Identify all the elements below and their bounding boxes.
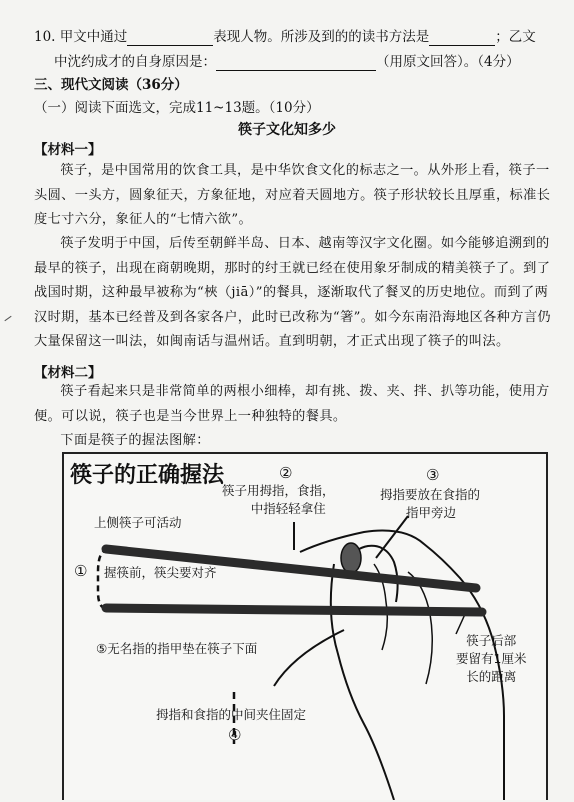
- step-4-number: ④: [228, 726, 242, 744]
- step-1-label: 握筷前，筷尖要对齐: [104, 565, 217, 580]
- answer-blank-1[interactable]: [127, 31, 213, 46]
- material-2-paragraph-1: 筷子看起来只是非常简单的两根小细棒，却有挑、拨、夹、拌、扒等功能，使用方便。可以说，筷子也是当今世界上一种独特的餐具。: [34, 384, 550, 424]
- step-3-number: ③: [426, 466, 440, 484]
- step-3-label-line2: 指甲旁边: [406, 505, 457, 520]
- step-2-label-line1: 筷子用拇指，食指，: [222, 483, 335, 498]
- section-subheading: （一）阅读下面选文，完成11~13题。（10分）: [34, 100, 320, 116]
- back-label-line3: 长的距离: [466, 669, 517, 684]
- step-2-label-line2: 中指轻轻拿住: [250, 501, 326, 516]
- q10-text-b: 表现人物。所涉及到的的读书方法是: [213, 29, 430, 45]
- material-1-paragraph-1: 筷子，是中国常用的饮食工具，是中华饮食文化的标志之一。从外形上看，筷子一头圆、一头方，圆象征天，方象征地，对应着天圆地方。筷子形状较长且厚重，标准长度七寸六分，象征人的“七情六欲”。: [34, 163, 551, 227]
- q10-text-e: （用原文回答）。（4分）: [376, 54, 520, 70]
- material-1-paragraph-2: 筷子发明于中国，后传至朝鲜半岛、日本、越南等汉字文化圈。如今能够追溯到的最早的筷子，出现在商朝晚期，那时的纣王就已经在使用象牙制成的精美筷子了。到了战国时期，这种最早被称为“梜（jiā）”的餐具，逐渐取代了餐叉的历史地位。而到了两汉时期，基本已经普及到各家各户，此时已改称为“箸”。如今东南沿海地区各种方言仍大量保留这一叫法，如闽南话与温州话。直到明朝，才正式出现了筷子的叫法。: [34, 236, 552, 349]
- upper-chopstick-label: 上侧筷子可活动: [94, 515, 182, 530]
- back-label-line2: 要留有1厘米: [456, 651, 527, 666]
- q10-text-c: ；乙文: [495, 29, 536, 45]
- margin-pen-mark: [4, 316, 11, 321]
- step-4-label: 拇指和食指的中间夹住固定: [156, 707, 307, 722]
- q10-text-d: 中沈约成才的自身原因是：: [54, 54, 216, 70]
- question-10-line1: [34, 28, 536, 46]
- thumbnail-shape: [341, 543, 361, 573]
- diagram-title: 筷子的正确握法: [70, 463, 225, 488]
- step-3-label-line1: 拇指要放在食指的: [380, 487, 481, 502]
- ring-finger-outline: [408, 572, 432, 684]
- article-title: 筷子文化知多少: [238, 122, 336, 138]
- chopstick-grip-diagram: [62, 452, 548, 800]
- material-2-paragraph-2: 下面是筷子的握法图解：: [60, 433, 210, 448]
- chopstick-back-label: [456, 632, 526, 686]
- step-1-number: ①: [74, 562, 88, 580]
- back-label-line1: 筷子后部: [466, 633, 517, 648]
- step-2-number: ②: [279, 464, 293, 482]
- section-heading: 三、现代文阅读（36分）: [34, 77, 188, 93]
- step-3-label: [380, 486, 480, 522]
- lower-chopstick: [106, 608, 482, 612]
- step-5-label: ⑤无名指的指甲垫在筷子下面: [96, 641, 258, 656]
- question-10-line2: [54, 53, 520, 71]
- q10-text-a: 10. 甲文中通过: [34, 29, 128, 45]
- material-1-label: 【材料一】: [34, 142, 102, 158]
- hand-outline-finger: [331, 564, 394, 800]
- pointer-line-3: [376, 516, 408, 558]
- answer-blank-2[interactable]: [429, 31, 495, 46]
- material-2-label: 【材料二】: [34, 365, 102, 381]
- answer-blank-3[interactable]: [216, 56, 376, 71]
- step-2-label: [222, 482, 335, 518]
